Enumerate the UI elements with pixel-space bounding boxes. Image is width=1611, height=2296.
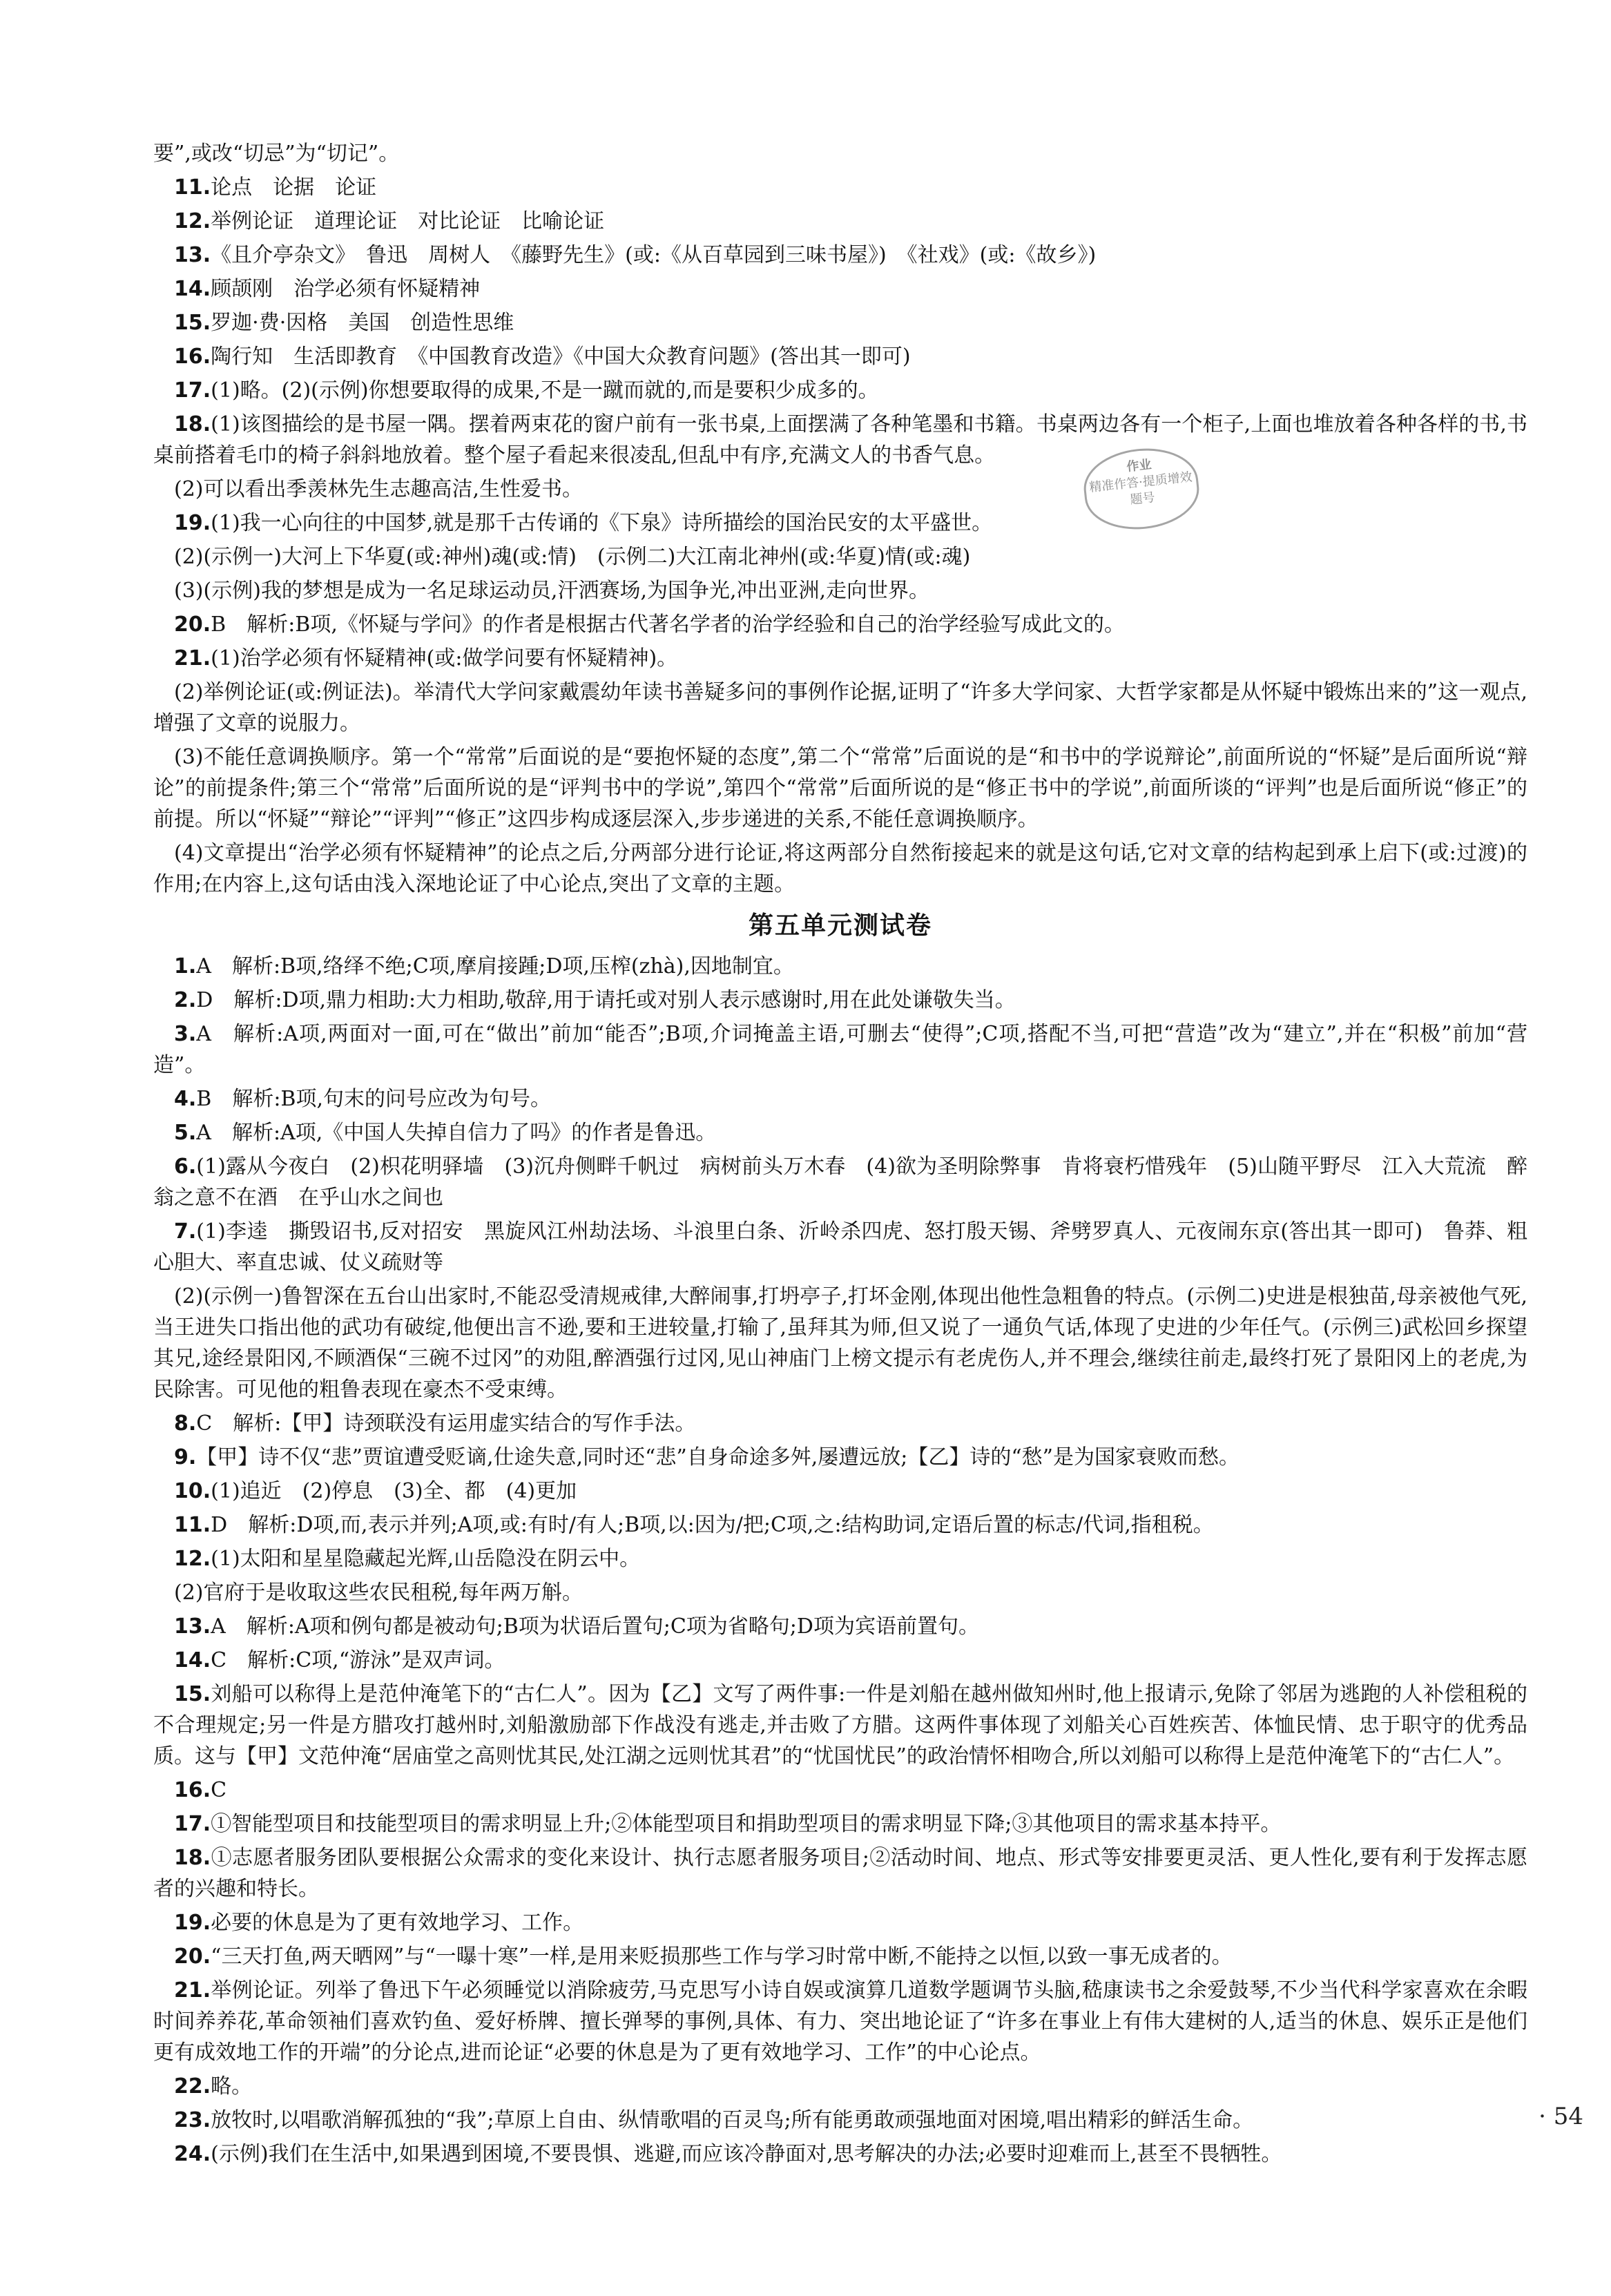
answer-16: 16.陶行知 生活即教育 《中国教育改造》《中国大众教育问题》(答出其一即可) bbox=[174, 345, 911, 369]
answer-14: 14.顾颉刚 治学必须有怀疑精神 bbox=[174, 277, 481, 301]
answer-19-part3: (3)(示例)我的梦想是成为一名足球运动员,汗洒赛场,为国争光,冲出亚洲,走向世界。 bbox=[174, 579, 930, 603]
unit5-answer-10: 10.(1)追近 (2)停息 (3)全、都 (4)更加 bbox=[174, 1479, 577, 1503]
unit5-answer-6: 6.(1)露从今夜白 (2)枳花明驿墙 (3)沉舟侧畔千帆过 病树前头万木春 (4)欲为圣明除弊事 肯将衰朽惜残年 (5)山随平野尽 江入大荒流 醉翁之意不在酒 在乎山水之间也 bbox=[153, 1155, 1527, 1210]
unit5-answer-2: 2.D 解析:D项,鼎力相助:大力相助,敬辞,用于请托或对别人表示感谢时,用在此处谦敬失当。 bbox=[174, 988, 1016, 1012]
unit5-answer-24: 24.(示例)我们在生活中,如果遇到困境,不要畏惧、逃避,而应该冷静面对,思考解决的办法;必要时迎难而上,甚至不畏牺牲。 bbox=[174, 2142, 1282, 2166]
homework-stamp: 作业 精准作答·提质增效 题号 bbox=[1080, 443, 1202, 535]
page-number: · 54 bbox=[1538, 2103, 1583, 2130]
answer-13: 13.《且介亭杂文》 鲁迅 周树人 《藤野先生》(或:《从百草园到三味书屋》) 《社戏》(或:《故乡》) bbox=[174, 243, 1097, 267]
unit5-answer-1: 1.A 解析:B项,络绎不绝;C项,摩肩接踵;D项,压榨(zhà),因地制宜。 bbox=[174, 954, 794, 978]
answer-17: 17.(1)略。(2)(示例)你想要取得的成果,不是一蹴而就的,而是要积少成多的。 bbox=[174, 378, 879, 403]
answer-21-part2: (2)举例论证(或:例证法)。举清代大学问家戴震幼年读书善疑多问的事例作论据,证明了“许多大学问家、大哲学家都是从怀疑中锻炼出来的”这一观点,增强了文章的说服力。 bbox=[153, 680, 1527, 735]
section-title: 第五单元测试卷 bbox=[748, 911, 932, 940]
unit5-answer-14: 14.C 解析:C项,“游泳”是双声词。 bbox=[174, 1648, 505, 1672]
unit5-answer-23: 23.放牧时,以唱歌消解孤独的“我”;草原上自由、纵情歌唱的百灵鸟;所有能勇敢顽强地面对困境,唱出精彩的鲜活生命。 bbox=[174, 2108, 1254, 2132]
unit5-answer-5: 5.A 解析:A项,《中国人失掉自信力了吗》的作者是鲁迅。 bbox=[174, 1121, 717, 1145]
unit5-answer-21: 21.举例论证。列举了鲁迅下午必须睡觉以消除疲劳,马克思写小诗自娱或演算几道数学题调节头脑,嵇康读书之余爱鼓琴,不少当代科学家喜欢在余暇时间养养花,革命领袖们喜欢钓鱼、爱好桥牌、擅长弹琴的事例,具体、有力、突出地论证了“许多在事业上有伟大建树的人,适当的休息、娱乐正是他们更有成效地工作的开端”的分论点,进而论证“必要的休息是为了更有效地学习、工作”的中心论点。 bbox=[153, 1978, 1527, 2065]
unit5-answer-7-part2: (2)(示例一)鲁智深在五台山出家时,不能忍受清规戒律,大醉闹事,打坍亭子,打坏金刚,体现出他性急粗鲁的特点。(示例二)史进是根独苗,母亲被他气死,当王进失口指出他的武功有破绽,他便出言不逊,要和王进较量,打输了,虽拜其为师,但又说了一通负气话,体现了史进的少年任气。(示例三)武松回乡探望其兄,途经景阳冈,不顾酒保“三碗不过冈”的劝阻,醉酒强行过冈,见山神庙门上榜文提示有老虎伤人,并不理会,继续往前走,最终打死了景阳冈上的老虎,为民除害。可见他的粗鲁表现在豪杰不受束缚。 bbox=[153, 1284, 1528, 1402]
unit5-answer-9: 9.【甲】诗不仅“悲”贾谊遭受贬谪,仕途失意,同时还“悲”自身命途多舛,屡遭远放;【乙】诗的“愁”是为国家衰败而愁。 bbox=[174, 1445, 1240, 1469]
answer-21-part3: (3)不能任意调换顺序。第一个“常常”后面说的是“要抱怀疑的态度”,第二个“常常”后面说的是“和书中的学说辩论”,前面所说的“怀疑”是后面所说“辩论”的前提条件;第三个“常常”后面所说的是“评判书中的学说”,第四个“常常”后面所说的是“修正书中的学说”,前面所谈的“评判”也是后面所说“修正”的前提。所以“怀疑”“辩论”“评判”“修正”这四步构成逐层深入,步步递进的关系,不能任意调换顺序。 bbox=[153, 745, 1527, 831]
unit5-answer-15: 15.刘船可以称得上是范仲淹笔下的“古仁人”。因为【乙】文写了两件事:一件是刘船在越州做知州时,他上报请示,免除了邻居为逃跑的人补偿租税的不合理规定;另一件是方腊攻打越州时,刘船激励部下作战没有逃走,并击败了方腊。这两件事体现了刘船关心百姓疾苦、体恤民情、忠于职守的优秀品质。这与【甲】文范仲淹“居庙堂之高则忧其民,处江湖之远则忧其君”的“忧国忧民”的政治情怀相吻合,所以刘船可以称得上是范仲淹笔下的“古仁人”。 bbox=[153, 1682, 1527, 1768]
intro-line: 要”,或改“切忌”为“切记”。 bbox=[153, 142, 400, 166]
unit5-answer-8: 8.C 解析:【甲】诗颈联没有运用虚实结合的写作手法。 bbox=[174, 1411, 696, 1436]
unit5-answer-20: 20.“三天打鱼,两天晒网”与“一曝十寒”一样,是用来贬损那些工作与学习时常中断,不能持之以恒,以致一事无成者的。 bbox=[174, 1945, 1233, 1969]
unit5-answer-12-part2: (2)官府于是收取这些农民租税,每年两万斛。 bbox=[174, 1581, 583, 1605]
unit5-answer-13: 13.A 解析:A项和例句都是被动句;B项为状语后置句;C项为省略句;D项为宾语前置句。 bbox=[174, 1614, 979, 1639]
answers-part-c bbox=[153, 1611, 1527, 2170]
unit5-answer-19: 19.必要的休息是为了更有效地学习、工作。 bbox=[174, 1911, 584, 1935]
answers-part-b bbox=[153, 951, 1527, 1608]
answer-12: 12.举例论证 道理论证 对比论证 比喻论证 bbox=[174, 209, 605, 233]
answer-18: 18.(1)该图描绘的是书屋一隅。摆着两束花的窗户前有一张书桌,上面摆满了各种笔墨和书籍。书桌两边各有一个柜子,上面也堆放着各种各样的书,书桌前搭着毛巾的椅子斜斜地放着。整个屋子看起来很凌乱,但乱中有序,充满文人的书香气息。 bbox=[153, 412, 1527, 467]
unit5-answer-17: 17.①智能型项目和技能型项目的需求明显上升;②体能型项目和捐助型项目的需求明显下降;③其他项目的需求基本持平。 bbox=[174, 1812, 1282, 1836]
answer-19: 19.(1)我一心向往的中国梦,就是那千古传诵的《下泉》诗所描绘的国治民安的太平盛世。 bbox=[174, 511, 993, 535]
answer-18-part2: (2)可以看出季羡林先生志趣高洁,生性爱书。 bbox=[174, 477, 583, 501]
unit5-answer-4: 4.B 解析:B项,句末的问号应改为句号。 bbox=[174, 1087, 552, 1111]
unit5-answer-18: 18.①志愿者服务团队要根据公众需求的变化来设计、执行志愿者服务项目;②活动时间、地点、形式等安排要更灵活、更人性化,要有利于发挥志愿者的兴趣和特长。 bbox=[153, 1846, 1527, 1901]
unit5-answer-3: 3.A 解析:A项,两面对一面,可在“做出”前加“能否”;B项,介词掩盖主语,可删去“使得”;C项,搭配不当,可把“营造”改为“建立”,并在“积极”前加“营造”。 bbox=[153, 1022, 1527, 1077]
answer-19-part2: (2)(示例一)大河上下华夏(或:神州)魂(或:情) (示例二)大江南北神州(或:华夏)情(或:魂) bbox=[174, 545, 971, 569]
answer-page bbox=[153, 138, 1527, 2172]
unit5-answer-16: 16.C bbox=[174, 1778, 227, 1802]
answers-part-a bbox=[153, 172, 1527, 900]
answer-21: 21.(1)治学必须有怀疑精神(或:做学问要有怀疑精神)。 bbox=[174, 646, 678, 671]
answer-21-part4: (4)文章提出“治学必须有怀疑精神”的论点之后,分两部分进行论证,将这两部分自然衔接起来的就是这句话,它对文章的结构起到承上启下(或:过渡)的作用;在内容上,这句话由浅入深地论证了中心论点,突出了文章的主题。 bbox=[153, 841, 1527, 896]
answer-15: 15.罗迦·费·因格 美国 创造性思维 bbox=[174, 311, 514, 335]
unit5-answer-22: 22.略。 bbox=[174, 2074, 253, 2099]
answer-11: 11.论点 论据 论证 bbox=[174, 175, 377, 200]
unit5-answer-12: 12.(1)太阳和星星隐藏起光辉,山岳隐没在阴云中。 bbox=[174, 1547, 641, 1571]
unit5-answer-11: 11.D 解析:D项,而,表示并列;A项,或:有时/有人;B项,以:因为/把;C项,之:结构助词,定语后置的标志/代词,指租税。 bbox=[174, 1513, 1214, 1537]
unit5-answer-7: 7.(1)李逵 撕毁诏书,反对招安 黑旋风江州劫法场、斗浪里白条、沂岭杀四虎、怒打殷天锡、斧劈罗真人、元夜闹东京(答出其一即可) 鲁莽、粗心胆大、率直忠诚、仗义疏财等 bbox=[153, 1219, 1527, 1275]
answer-20: 20.B 解析:B项,《怀疑与学问》的作者是根据古代著名学者的治学经验和自己的治学经验写成此文的。 bbox=[174, 612, 1125, 637]
